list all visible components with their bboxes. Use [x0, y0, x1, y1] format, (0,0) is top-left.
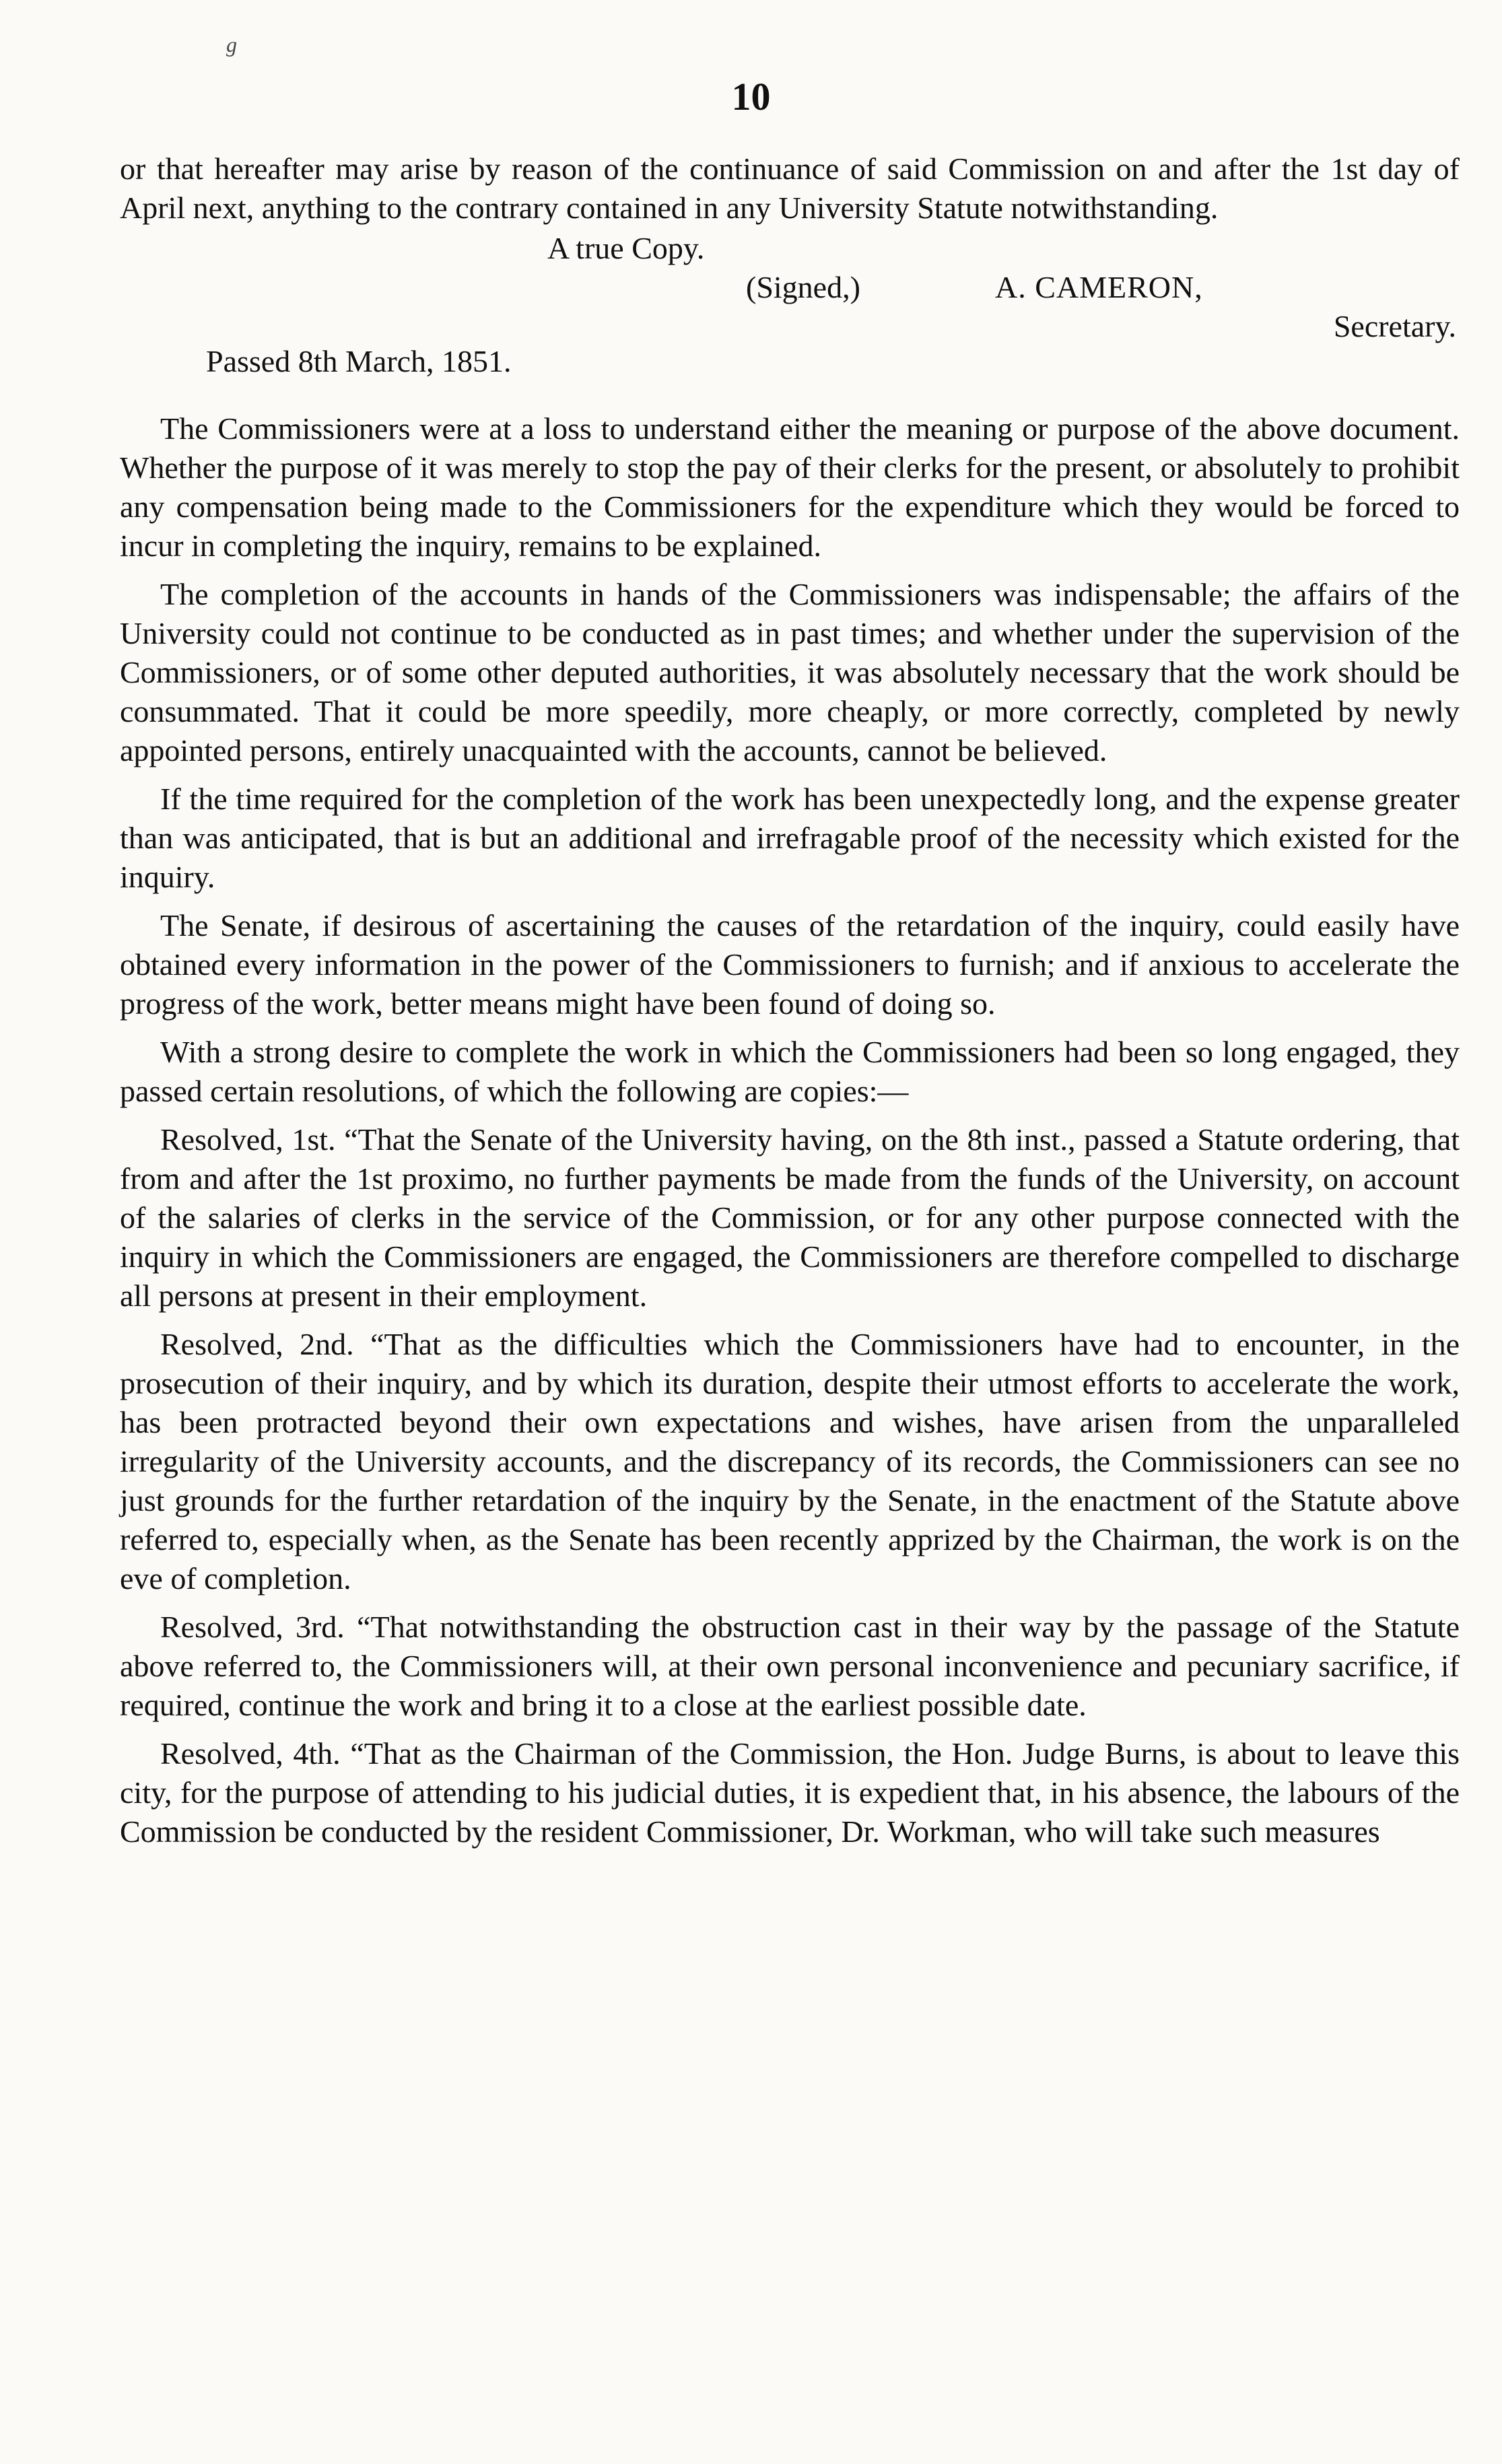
- signer-name: A. CAMERON,: [995, 270, 1203, 304]
- paragraph: The Commissioners were at a loss to understand either the meaning or purpose of the above document. Whether the purpose of it was merely to stop the pay of their clerks for the present, or absolutely to prohibit any compensation being made to the Commissioners for the expenditure which they would be forced to incur in completing the inquiry, remains to be explained.: [120, 411, 1460, 563]
- passed-date: Passed 8th March, 1851.: [206, 344, 512, 378]
- page-body: [120, 149, 1460, 1851]
- resolution-paragraph: Resolved, 2nd. “That as the difficulties which the Commissioners have had to encounter, in the prosecution of their inquiry, and by which its duration, despite their utmost efforts to accelerate the work, has been protracted beyond their own expectations and wishes, have arisen from the unparalleled irregularity of the University accounts, and the discrepancy of its records, the Commissioners can see no just grounds for the further retardation of the inquiry by the Senate, in the enactment of the Statute above referred to, especially when, as the Senate has been recently apprized by the Chairman, the work is on the eve of completion.: [120, 1327, 1460, 1596]
- continuation-paragraph: or that hereafter may arise by reason of the continuance of said Commission on and after the 1st day of April next, anything to the contrary contained in any University Statute notwithstanding.: [120, 151, 1460, 225]
- page-number: 10: [731, 75, 771, 118]
- paragraph: The Senate, if desirous of ascertaining the causes of the retardation of the inquiry, could easily have obtained every information in the power of the Commissioners to furnish; and if anxious to accelerate the progress of the work, better means might have been found of doing so.: [120, 908, 1460, 1021]
- signer-title: Secretary.: [1333, 309, 1456, 343]
- resolution-paragraph: Resolved, 1st. “That the Senate of the University having, on the 8th inst., passed a Statute ordering, that from and after the 1st proximo, no further payments be made from the funds of the University, on account of the salaries of clerks in the service of the Commission, or for any other purpose connected with the inquiry in which the Commissioners are engaged, the Commissioners are therefore compelled to discharge all persons at present in their employment.: [120, 1122, 1460, 1313]
- true-copy-line: A true Copy.: [547, 231, 705, 265]
- paragraph: If the time required for the completion of the work has been unexpectedly long, and the expense greater than was anticipated, that is but an additional and irrefragable proof of the necessity which existed for the inquiry.: [120, 782, 1460, 894]
- corner-mark: g: [226, 32, 237, 57]
- resolution-paragraph: Resolved, 3rd. “That notwithstanding the obstruction cast in their way by the passage of the Statute above referred to, the Commissioners will, at their own personal inconvenience and pecuniary sacrifice, if required, continue the work and bring it to a close at the earliest possible date.: [120, 1610, 1460, 1722]
- resolution-paragraph: Resolved, 4th. “That as the Chairman of the Commission, the Hon. Judge Burns, is about to leave this city, for the purpose of attending to his judicial duties, it is expedient that, in his absence, the labours of the Commission be conducted by the resident Commissioner, Dr. Workman, who will take such measures: [120, 1736, 1460, 1849]
- signed-label: (Signed,): [746, 270, 860, 304]
- paragraph: The completion of the accounts in hands of the Commissioners was indispensable; the affairs of the University could not continue to be conducted as in past times; and whether under the supervision of the Commissioners, or of some other deputed authorities, it was absolutely necessary that the work should be consummated. That it could be more speedily, more cheaply, or more correctly, completed by newly appointed persons, entirely unacquainted with the accounts, cannot be believed.: [120, 577, 1460, 767]
- paragraph: With a strong desire to complete the work in which the Commissioners had been so long engaged, they passed certain resolutions, of which the following are copies:—: [120, 1035, 1460, 1108]
- signature-block: [120, 228, 1460, 409]
